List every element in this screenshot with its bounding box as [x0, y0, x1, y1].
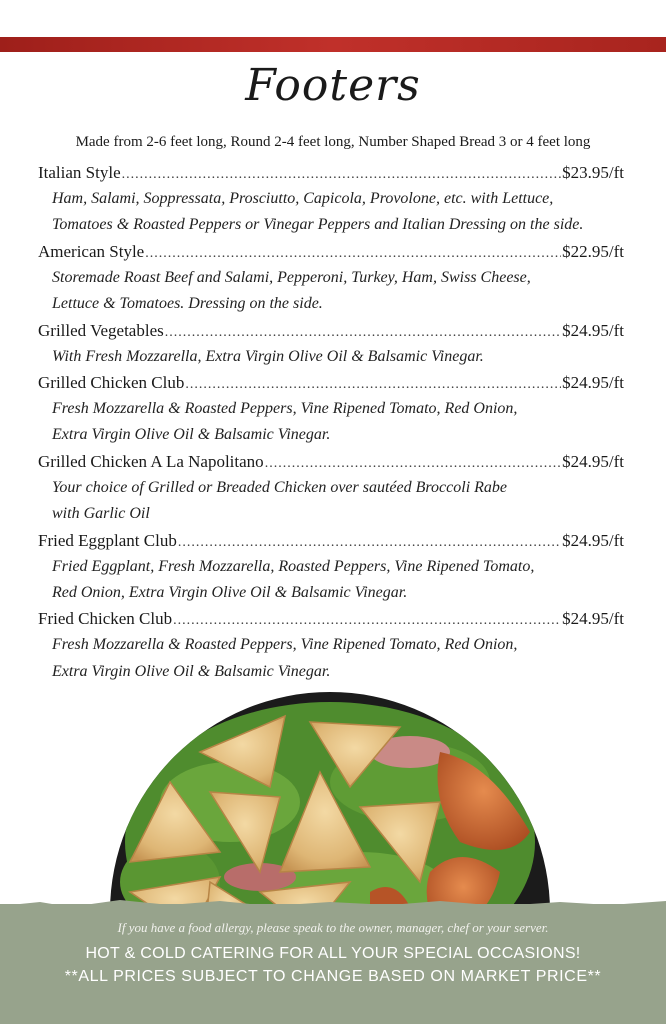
item-price: $24.95/ft [562, 609, 624, 629]
item-description [38, 186, 624, 239]
description-line: Extra Virgin Olive Oil & Balsamic Vinegar. [52, 426, 331, 444]
menu-item-grilled-vegetables [38, 318, 624, 370]
page-title: Footers [245, 60, 421, 111]
item-name: Fried Eggplant Club [38, 530, 177, 550]
description-line: Fried Eggplant, Fresh Mozzarella, Roasted Peppers, Vine Ripened Tomato, [52, 557, 535, 575]
description-line: Ham, Salami, Soppressata, Prosciutto, Capicola, Provolone, etc. with Lettuce, [52, 190, 554, 207]
page-subtitle: Made from 2-6 feet long, Round 2-4 feet long, Number Shaped Bread 3 or 4 feet long [75, 134, 591, 150]
menu-item-grilled-chicken-napolitano [38, 449, 624, 528]
item-price: $24.95/ft [562, 451, 624, 471]
item-description [38, 475, 624, 528]
item-price: $24.95/ft [562, 530, 624, 550]
description-line: Lettuce & Tomatoes. Dressing on the side. [52, 295, 323, 313]
item-description [38, 396, 624, 449]
platter-plate [110, 692, 550, 920]
sandwich-wedges-illustration [110, 692, 550, 920]
description-line: Fresh Mozzarella & Roasted Peppers, Vine Ripened Tomato, Red Onion, [52, 636, 518, 654]
menu-item-italian-style [38, 160, 624, 239]
menu-item-american-style [38, 239, 624, 318]
sandwich-platter-image [96, 688, 556, 920]
item-name: Italian Style [38, 163, 121, 182]
item-description [38, 344, 624, 370]
allergy-notice: If you have a food allergy, please speak to the owner, manager, chef or your server. [117, 920, 549, 935]
item-price: $24.95/ft [562, 373, 624, 393]
item-price: $24.95/ft [562, 320, 624, 340]
dot-leader [178, 530, 561, 556]
description-line: Extra Virgin Olive Oil & Balsamic Vinegar. [52, 662, 331, 680]
top-accent-bar [0, 37, 666, 52]
description-line: Red Onion, Extra Virgin Olive Oil & Balsamic Vinegar. [52, 584, 408, 602]
item-name: Grilled Chicken A La Napolitano [38, 451, 264, 471]
item-name: Grilled Vegetables [38, 320, 164, 340]
dot-leader [165, 320, 561, 346]
menu-item-grilled-chicken-club [38, 370, 624, 449]
menu-item-fried-eggplant-club [38, 528, 624, 607]
dot-leader [265, 451, 561, 477]
description-line: with Garlic Oil [52, 505, 150, 523]
item-name: Grilled Chicken Club [38, 373, 185, 393]
dot-leader [122, 162, 562, 188]
item-price: $23.95/ft [562, 163, 624, 182]
dot-leader [145, 241, 561, 267]
menu-item-fried-chicken-club [38, 606, 624, 685]
item-name: Fried Chicken Club [38, 609, 173, 629]
description-line: Your choice of Grilled or Breaded Chicken over sautéed Broccoli Rabe [52, 478, 508, 496]
description-line: Storemade Roast Beef and Salami, Pepperoni, Turkey, Ham, Swiss Cheese, [52, 268, 531, 286]
price-change-notice: **ALL PRICES SUBJECT TO CHANGE BASED ON MARKET PRICE** [64, 968, 602, 985]
menu-list [38, 160, 624, 685]
item-description [38, 265, 624, 318]
dot-leader [185, 372, 561, 398]
dot-leader [173, 608, 561, 634]
catering-banner: HOT & COLD CATERING FOR ALL YOUR SPECIAL OCCASIONS! [85, 945, 581, 962]
description-line: Fresh Mozzarella & Roasted Peppers, Vine Ripened Tomato, Red Onion, [52, 400, 518, 418]
description-line: With Fresh Mozzarella, Extra Virgin Olive Oil & Balsamic Vinegar. [52, 347, 484, 365]
item-description [38, 554, 624, 607]
item-description [38, 632, 624, 685]
item-price: $22.95/ft [562, 241, 624, 261]
description-line: Tomatoes & Roasted Peppers or Vinegar Peppers and Italian Dressing on the side. [52, 216, 584, 234]
item-name: American Style [38, 241, 145, 261]
